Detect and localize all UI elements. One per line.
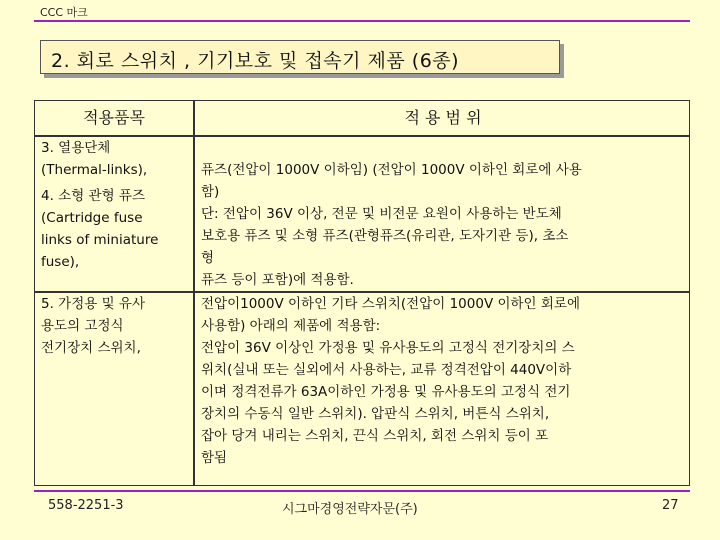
top-divider bbox=[34, 20, 690, 22]
bottom-divider bbox=[34, 490, 690, 492]
footer-company: 시그마경영전략자문(주) bbox=[282, 502, 418, 517]
header-item: 적용품목 bbox=[83, 108, 145, 127]
header-scope: 적 용 범 위 bbox=[404, 108, 482, 127]
row1-scope: 퓨즈(전압이 1000V 이하임) (전압이 1000V 이하인 회로에 사용 함) 단: 전압이 36V 이상, 전문 및 비전문 요원이 사용하는 반도체 보호용 퓨즈 및 소형 퓨즈(관형퓨즈(유리관, 도자기관 등), 초소 형 퓨즈 등이 포함)에 적용함. bbox=[201, 162, 582, 288]
row1-item-cartridge-fuse: 4. 소형 관형 퓨즈 (Cartridge fuse links of miniature fuse), bbox=[41, 188, 159, 270]
header-label: CCC 마크 bbox=[40, 6, 88, 19]
row2-scope: 전압이1000V 이하인 기타 스위치(전압이 1000V 이하인 회로에 사용함) 아래의 제품에 적용함: 전압이 36V 이상인 가정용 및 유사용도의 고정식 전기장치의 스 위치(실내 또는 실외에서 사용하는, 교류 정격전압이 440V이하 이며 정격전류가 63A이하인 가정용 및 유사용도의 고정식 전기 장치의 수동식 일반 스위치). 압판식 스위치, 버튼식 스위치, 잡아 당겨 내리는 스위치, 끈식 스위치, 회전 스위치 등이 포 함됨 bbox=[201, 296, 581, 466]
slide-title: 2. 회로 스위치 , 기기보호 및 접속기 제품 (6종) bbox=[51, 50, 460, 72]
column-divider bbox=[193, 101, 195, 485]
footer-code: 558-2251-3 bbox=[48, 498, 124, 513]
row2-item-fixed-switch: 5. 가정용 및 유사 용도의 고정식 전기장치 스위치, bbox=[41, 296, 145, 356]
row1-item-thermal-links: 3. 열용단체 (Thermal-links), bbox=[41, 140, 148, 178]
title-box bbox=[40, 40, 560, 74]
page-number: 27 bbox=[662, 498, 679, 513]
scope-table bbox=[34, 100, 690, 486]
